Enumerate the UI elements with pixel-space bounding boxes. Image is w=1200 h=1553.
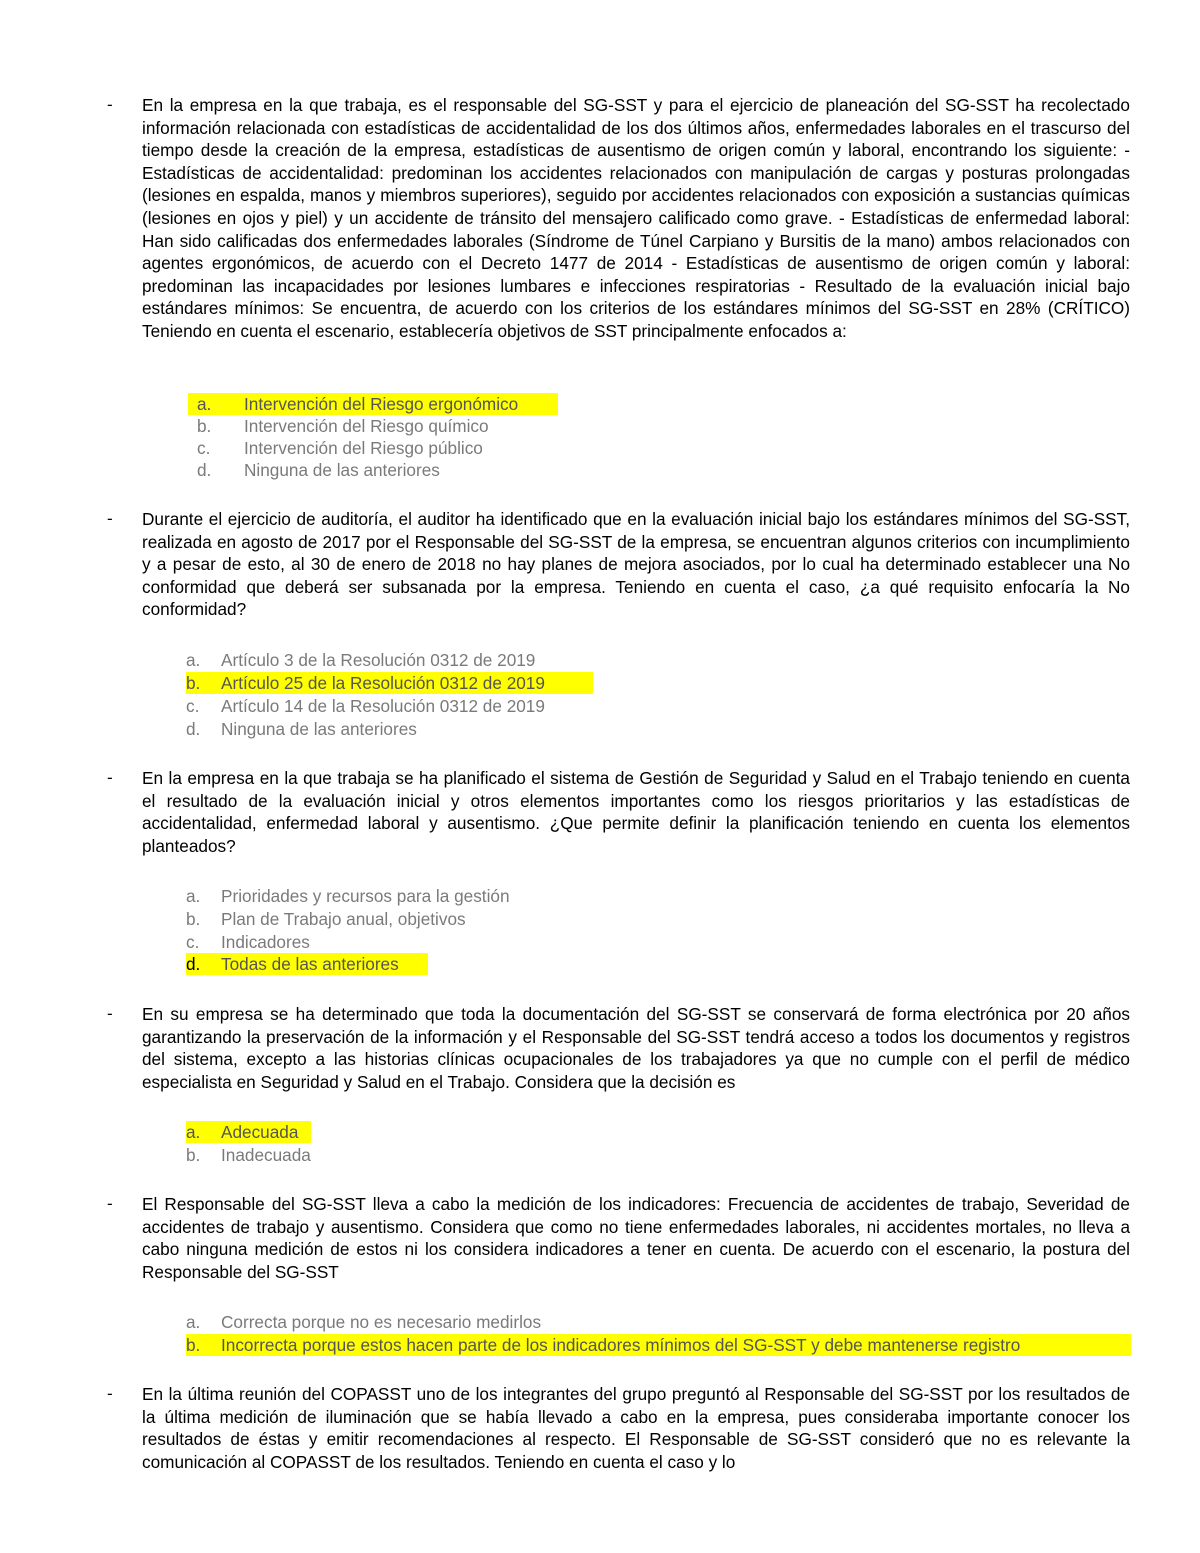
option-2b[interactable]: [186, 672, 593, 694]
option-letter: d.: [197, 460, 212, 480]
option-text: Incorrecta porque estos hacen parte de los indicadores mínimos del SG-SST y debe mantenerse registro: [221, 1335, 1021, 1355]
bullet-dash: -: [107, 95, 113, 114]
option-letter: b.: [186, 1335, 201, 1355]
question-5-text: El Responsable del SG-SST lleva a cabo la medición de los indicadores: Frecuencia de accidentes de trabajo, Severidad de accidentes de trabajo y ausentismo. Considera que como no tiene enfermedades laborales, ni accidentes mortales, no lleva a cabo ninguna medición de estos ni los considera indicadores a tener en cuenta. De acuerdo con el escenario, la postura del Responsable del SG-SST: [142, 1194, 1130, 1282]
option-4b[interactable]: [186, 1144, 486, 1166]
option-text: Ninguna de las anteriores: [244, 460, 440, 480]
option-2a[interactable]: [186, 649, 606, 671]
option-text: Ninguna de las anteriores: [221, 719, 417, 739]
option-text: Artículo 14 de la Resolución 0312 de 2019: [221, 696, 545, 716]
option-3c[interactable]: [186, 931, 606, 953]
option-text: Indicadores: [221, 932, 310, 952]
option-1a[interactable]: [188, 393, 558, 415]
option-5b[interactable]: [186, 1334, 1131, 1356]
bullet-dash: -: [107, 1194, 113, 1213]
option-text: Todas de las anteriores: [221, 954, 399, 974]
option-text: Plan de Trabajo anual, objetivos: [221, 909, 466, 929]
option-1d[interactable]: [188, 459, 548, 481]
option-text: Adecuada: [221, 1122, 299, 1142]
option-text: Prioridades y recursos para la gestión: [221, 886, 510, 906]
option-text: Correcta porque no es necesario medirlos: [221, 1312, 542, 1332]
option-letter: a.: [186, 650, 201, 670]
option-letter: d.: [186, 954, 201, 974]
question-2-text: Durante el ejercicio de auditoría, el auditor ha identificado que en la evaluación inicial bajo los estándares mínimos del SG-SST, realizada en agosto de 2017 por el Responsable del SG-SST de la empresa, se encuentran algunos criterios con incumplimiento y a pesar de esto, al 30 de enero de 2018 no hay planes de mejora asociados, por lo cual ha determinado establecer una No conformidad que deberá ser subsanada por la empresa. Teniendo en cuenta el caso, ¿a qué requisito enfocaría la No conformidad?: [142, 509, 1130, 620]
option-text: Inadecuada: [221, 1145, 311, 1165]
option-letter: b.: [186, 673, 201, 693]
option-text: Intervención del Riesgo público: [244, 438, 483, 458]
bullet-dash: -: [107, 509, 113, 528]
option-letter: a.: [186, 1122, 201, 1142]
option-text: Intervención del Riesgo químico: [244, 416, 489, 436]
option-1c[interactable]: [188, 437, 548, 459]
question-6-text: En la última reunión del COPASST uno de los integrantes del grupo preguntó al Responsable del SG-SST por los resultados de la última medición de iluminación que se había llevado a cabo en la empresa, pues consideraba importante conocer los resultados de éstas y emitir recomendaciones al respecto. El Responsable de SG-SST consideró que no es relevante la comunicación al COPASST de los resultados. Teniendo en cuenta el caso y lo: [142, 1384, 1130, 1472]
option-letter: b.: [186, 909, 201, 929]
option-letter: c.: [197, 438, 211, 458]
option-letter: b.: [186, 1145, 201, 1165]
option-5a[interactable]: [186, 1311, 786, 1333]
option-letter: c.: [186, 932, 200, 952]
bullet-dash: -: [107, 1384, 113, 1403]
option-2d[interactable]: [186, 718, 606, 740]
question-4-text: En su empresa se ha determinado que toda la documentación del SG-SST se conservará de forma electrónica por 20 años garantizando la preservación de la información y el Responsable del SG-SST tendrá acceso a todos los documentos y registros del sistema, excepto a las historias clínicas ocupacionales de los trabajadores ya que no cumple con el perfil de médico especialista en Seguridad y Salud en el Trabajo. Considera que la decisión es: [142, 1004, 1130, 1092]
question-3-text: En la empresa en la que trabaja se ha planificado el sistema de Gestión de Seguridad y Salud en el Trabajo teniendo en cuenta el resultado de la evaluación inicial y otros elementos importantes como los riesgos prioritarios y las estadísticas de accidentalidad, enfermedad laboral y ausentismo. ¿Que permite definir la planificación teniendo en cuenta los elementos planteados?: [142, 768, 1130, 856]
option-letter: a.: [186, 886, 201, 906]
bullet-dash: -: [107, 1004, 113, 1023]
option-letter: c.: [186, 696, 200, 716]
option-letter: a.: [186, 1312, 201, 1332]
option-3b[interactable]: [186, 908, 606, 930]
option-text: Artículo 25 de la Resolución 0312 de 2019: [221, 673, 545, 693]
option-1b[interactable]: [188, 415, 548, 437]
option-4a[interactable]: [186, 1121, 311, 1143]
option-text: Intervención del Riesgo ergonómico: [244, 394, 519, 414]
option-letter: a.: [197, 394, 212, 414]
option-letter: b.: [197, 416, 212, 436]
option-letter: d.: [186, 719, 201, 739]
option-text: Artículo 3 de la Resolución 0312 de 2019: [221, 650, 536, 670]
option-3a[interactable]: [186, 885, 606, 907]
question-1-text: En la empresa en la que trabaja, es el responsable del SG-SST y para el ejercicio de planeación del SG-SST ha recolectado información relacionada con estadísticas de accidentalidad de los dos últimos años, enfermedades laborales en el trascurso del tiempo desde la creación de la empresa, estadísticas de ausentismo de origen común y laboral, encontrando los siguiente: - Estadísticas de accidentalidad: predominan los accidentes relacionados con manipulación de cargas y posturas prolongadas (lesiones en espalda, manos y miembros superiores), seguido por accidentes relacionados con exposición a sustancias químicas (lesiones en ojos y piel) y un accidente de tránsito del mensajero calificado como grave. - Estadísticas de enfermedad laboral: Han sido calificadas dos enfermedades laborales (Síndrome de Túnel Carpiano y Bursitis de la mano) ambos relacionados con agentes ergonómicos, de acuerdo con el Decreto 1477 de 2014 - Estadísticas de ausentismo de origen común y laboral: predominan las incapacidades por lesiones lumbares e infecciones respiratorias - Resultado de la evaluación inicial bajo estándares mínimos: Se encuentra, de acuerdo con los criterios de los estándares mínimos del SG-SST en 28% (CRÍTICO) Teniendo en cuenta el escenario, establecería objetivos de SST principalmente enfocados a:: [142, 95, 1130, 341]
option-2c[interactable]: [186, 695, 606, 717]
option-3d[interactable]: [186, 953, 428, 975]
bullet-dash: -: [107, 768, 113, 787]
